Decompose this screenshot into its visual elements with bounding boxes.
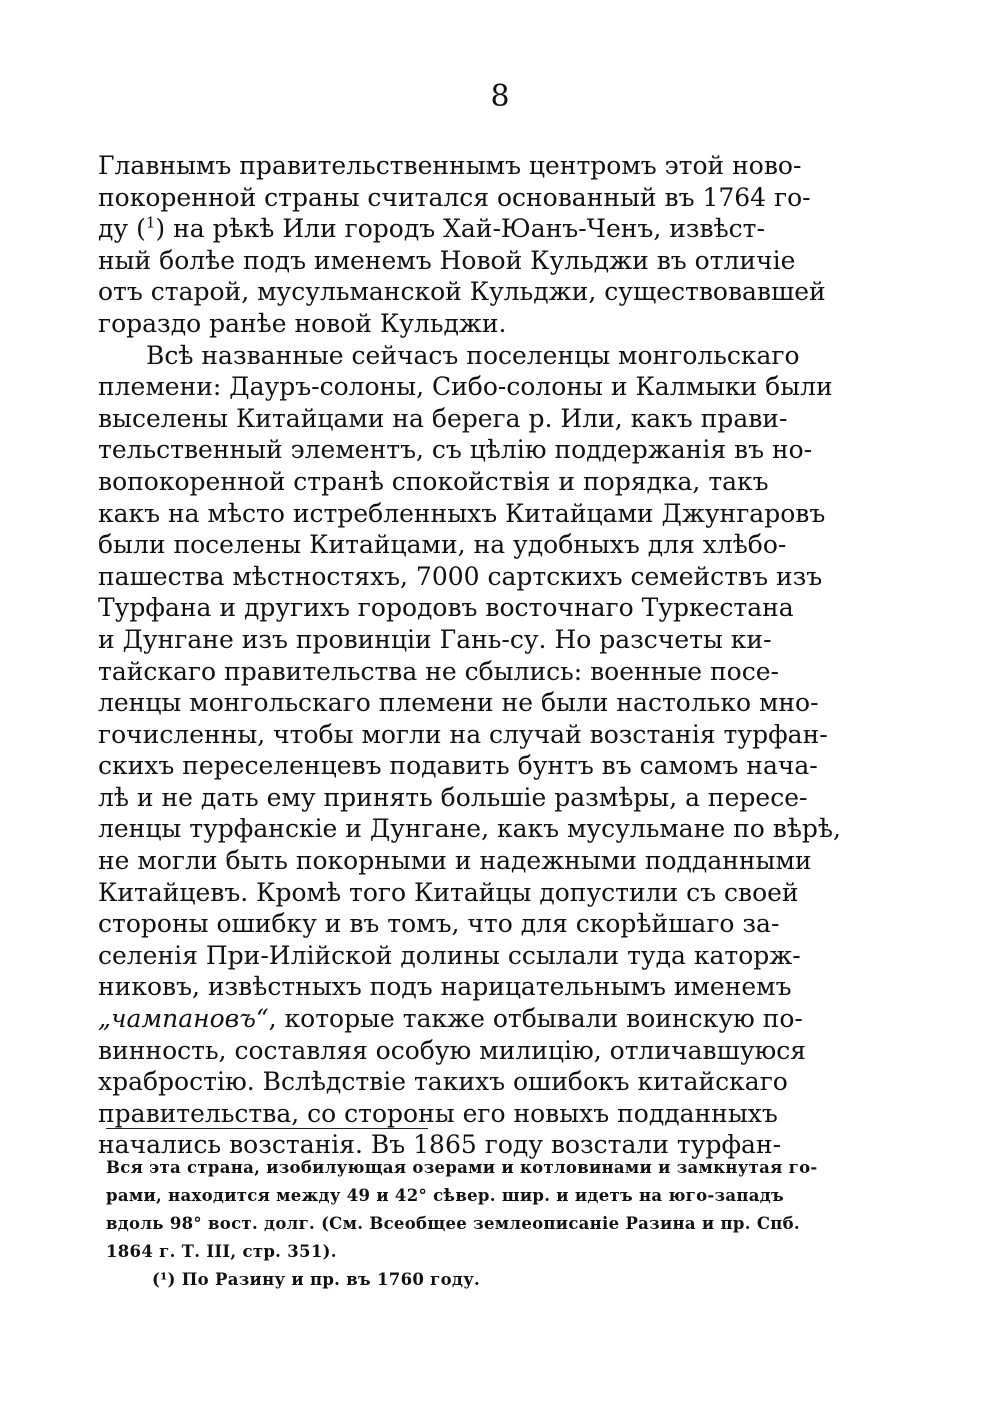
footnote-line: 1864 г. Т. III, стр. 351).	[106, 1242, 337, 1261]
text-line: Главнымъ правительственнымъ центромъ этой ново-	[98, 151, 802, 180]
text-line: и Дунгане изъ провинціи Гань-су. Но разсчеты ки-	[98, 624, 772, 654]
italic-term: „чампановъ“	[98, 1004, 269, 1034]
text-line: вопокоренной странѣ спокойствія и порядка, такъ	[98, 466, 769, 496]
text-line: отъ старой, мусульманской Кульджи, существовавшей	[98, 277, 826, 307]
text-line: не могли быть покорными и надежными подданными	[98, 846, 812, 876]
text-line: тайскаго правительства не сбылись: военные посе-	[98, 656, 779, 686]
text-line: начались возстанія. Въ 1865 году возстали турфан-	[98, 1130, 782, 1160]
text-line: тельственный элементъ, съ цѣлію поддержанія въ но-	[98, 435, 813, 465]
text-line: выселены Китайцами на берега р. Или, какъ прави-	[98, 403, 788, 433]
text-line: Турфана и другихъ городовъ восточнаго Туркестана	[98, 593, 794, 623]
footnote-line: (¹) По Разину и пр. въ 1760 году.	[152, 1270, 481, 1289]
text-line	[98, 213, 904, 245]
text-line: покоренной страны считался основанный въ 1764 го-	[98, 182, 811, 212]
text-line: были поселены Китайцами, на удобныхъ для хлѣбо-	[98, 530, 787, 560]
text-line: селенія При-Илійской долины ссылали туда каторж-	[98, 940, 801, 970]
text-line: какъ на мѣсто истребленныхъ Китайцами Джунгаровъ	[98, 498, 826, 528]
text-line: ленцы монгольскаго племени не были настолько мно-	[98, 688, 819, 718]
page-number: 8	[490, 79, 510, 114]
text-fragment: , которые также отбывали воинскую по-	[268, 1004, 803, 1034]
text-line: ный болѣе подъ именемъ Новой Кульджи въ отличіе	[98, 245, 796, 275]
text-line: гочисленны, чтобы могли на случай возстанія турфан-	[98, 719, 828, 749]
text-line: лѣ и не дать ему принять большіе размѣры, а пересе-	[98, 782, 808, 812]
text-line: никовъ, извѣстныхъ подъ нарицательнымъ именемъ	[98, 972, 792, 1002]
footnote-line: рами, находится между 49 и 42° сѣвер. шир. и идетъ на юго-западъ	[106, 1186, 784, 1205]
text-line: стороны ошибку и въ томъ, что для скорѣйшаго за-	[98, 909, 780, 939]
text-line: правительства, со стороны его новыхъ подданныхъ	[98, 1098, 778, 1128]
paragraph-start-line: Всѣ названные сейчасъ поселенцы монгольскаго	[146, 340, 800, 370]
text-line: винность, составляя особую милицію, отличавшуюся	[98, 1035, 807, 1065]
footnote-separator	[106, 1128, 428, 1129]
footnote-line: вдоль 98° вост. долг. (См. Всеобщее землеописаніе Разина и пр. Спб.	[106, 1214, 800, 1233]
text-line: пашества мѣстностяхъ, 7000 сартскихъ семействъ изъ	[98, 561, 823, 591]
text-line: скихъ переселенцевъ подавить бунтъ въ самомъ нача-	[98, 751, 818, 781]
footnote-reference: ($^1$)	[136, 213, 166, 244]
text-line: племени: Дауръ-солоны, Сибо-солоны и Калмыки были	[98, 372, 833, 402]
text-fragment: на рѣкѣ Или городъ Хай-Юанъ-Ченъ, извѣст-	[173, 214, 765, 244]
text-line: храбростію. Вслѣдствіе такихъ ошибокъ китайскаго	[98, 1067, 788, 1097]
text-line: ленцы турфанскіе и Дунгане, какъ мусульмане по вѣрѣ,	[98, 814, 841, 844]
main-text	[98, 150, 904, 1161]
footnotes	[106, 1154, 904, 1294]
footnote-line: Вся эта страна, изобилующая озерами и котловинами и замкнутая го-	[106, 1158, 818, 1177]
text-fragment: ду	[98, 214, 129, 244]
text-line	[98, 1003, 904, 1035]
text-line: Китайцевъ. Кромѣ того Китайцы допустили съ своей	[98, 877, 799, 907]
text-line: гораздо ранѣе новой Кульджи.	[98, 308, 507, 338]
footnote-reference-number: 1	[145, 213, 156, 232]
